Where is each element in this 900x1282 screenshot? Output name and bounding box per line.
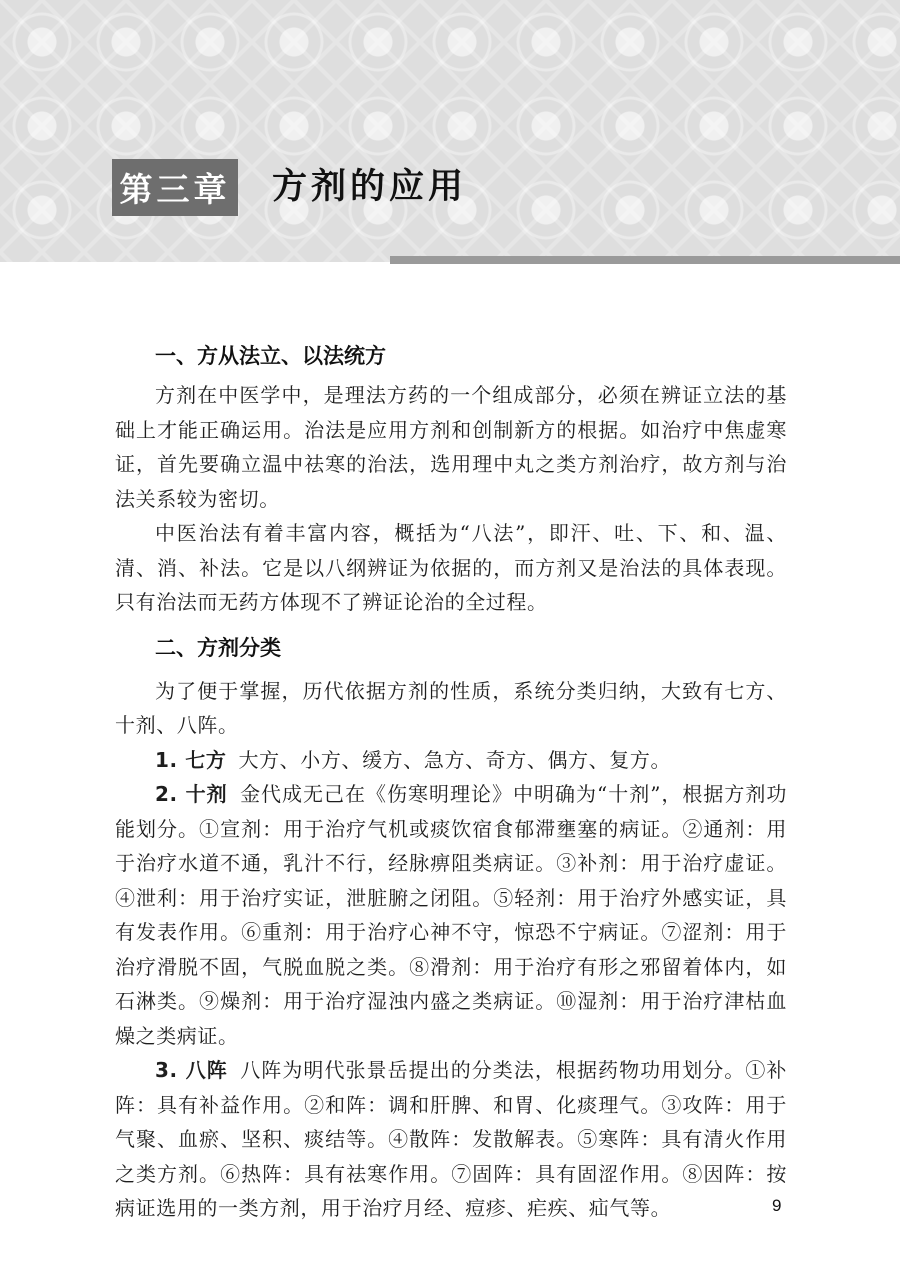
item-text: 金代成无己在《伤寒明理论》中明确为“十剂”，根据方剂功能划分。①宣剂：用于治疗气机或痰饮宿食郁滞壅塞的病证。②通剂：用于治疗水道不通，乳汁不行，经脉痹阻类病证。③补剂：用于治疗虚证。④泄利：用于治疗实证，泄脏腑之闭阻。⑤轻剂：用于治疗外感实证，具有发表作用。⑥重剂：用于治疗心神不守，惊恐不宁病证。⑦涩剂：用于治疗滑脱不固，气脱血脱之类。⑧滑剂：用于治疗有形之邪留着体内，如石淋类。⑨燥剂：用于治疗湿浊内盛之类病证。⑩湿剂：用于治疗津枯血燥之类病证。	[115, 782, 787, 1048]
list-item	[115, 777, 787, 1053]
list-item	[115, 743, 787, 778]
page-content	[115, 340, 787, 1226]
item-text: 大方、小方、缓方、急方、奇方、偶方、复方。	[238, 747, 672, 772]
item-text: 八阵为明代张景岳提出的分类法，根据药物功用划分。①补阵：具有补益作用。②和阵：调和肝脾、和胃、化痰理气。③攻阵：用于气聚、血瘀、坚积、痰结等。④散阵：发散解表。⑤寒阵：具有清火作用之类方剂。⑥热阵：具有祛寒作用。⑦固阵：具有固涩作用。⑧因阵：按病证选用的一类方剂，用于治疗月经、痘疹、疟疾、疝气等。	[115, 1058, 787, 1220]
item-label: 2. 十剂	[155, 782, 228, 806]
chapter-banner	[0, 0, 900, 262]
section-heading-1: 一、方从法立、以法统方	[155, 344, 386, 368]
chapter-label: 第三章	[112, 159, 238, 216]
item-label: 3. 八阵	[155, 1058, 228, 1082]
paragraph: 方剂在中医学中，是理法方药的一个组成部分，必须在辨证立法的基础上才能正确运用。治法是应用方剂和创制新方的根据。如治疗中焦虚寒证，首先要确立温中祛寒的治法，选用理中丸之类方剂治疗，故方剂与治法关系较为密切。	[115, 383, 787, 511]
section-heading-2: 二、方剂分类	[155, 635, 281, 660]
list-item	[115, 1053, 787, 1226]
item-label: 1. 七方	[155, 747, 227, 772]
banner-rule	[390, 256, 900, 264]
page-number: 9	[772, 1196, 782, 1215]
chapter-title: 方剂的应用	[272, 166, 468, 207]
paragraph: 为了便于掌握，历代依据方剂的性质，系统分类归纳，大致有七方、十剂、八阵。	[115, 678, 787, 737]
paragraph: 中医治法有着丰富内容，概括为“八法”，即汗、吐、下、和、温、清、消、补法。它是以八纲辨证为依据的，而方剂又是治法的具体表现。只有治法而无药方体现不了辨证论治的全过程。	[115, 521, 787, 614]
